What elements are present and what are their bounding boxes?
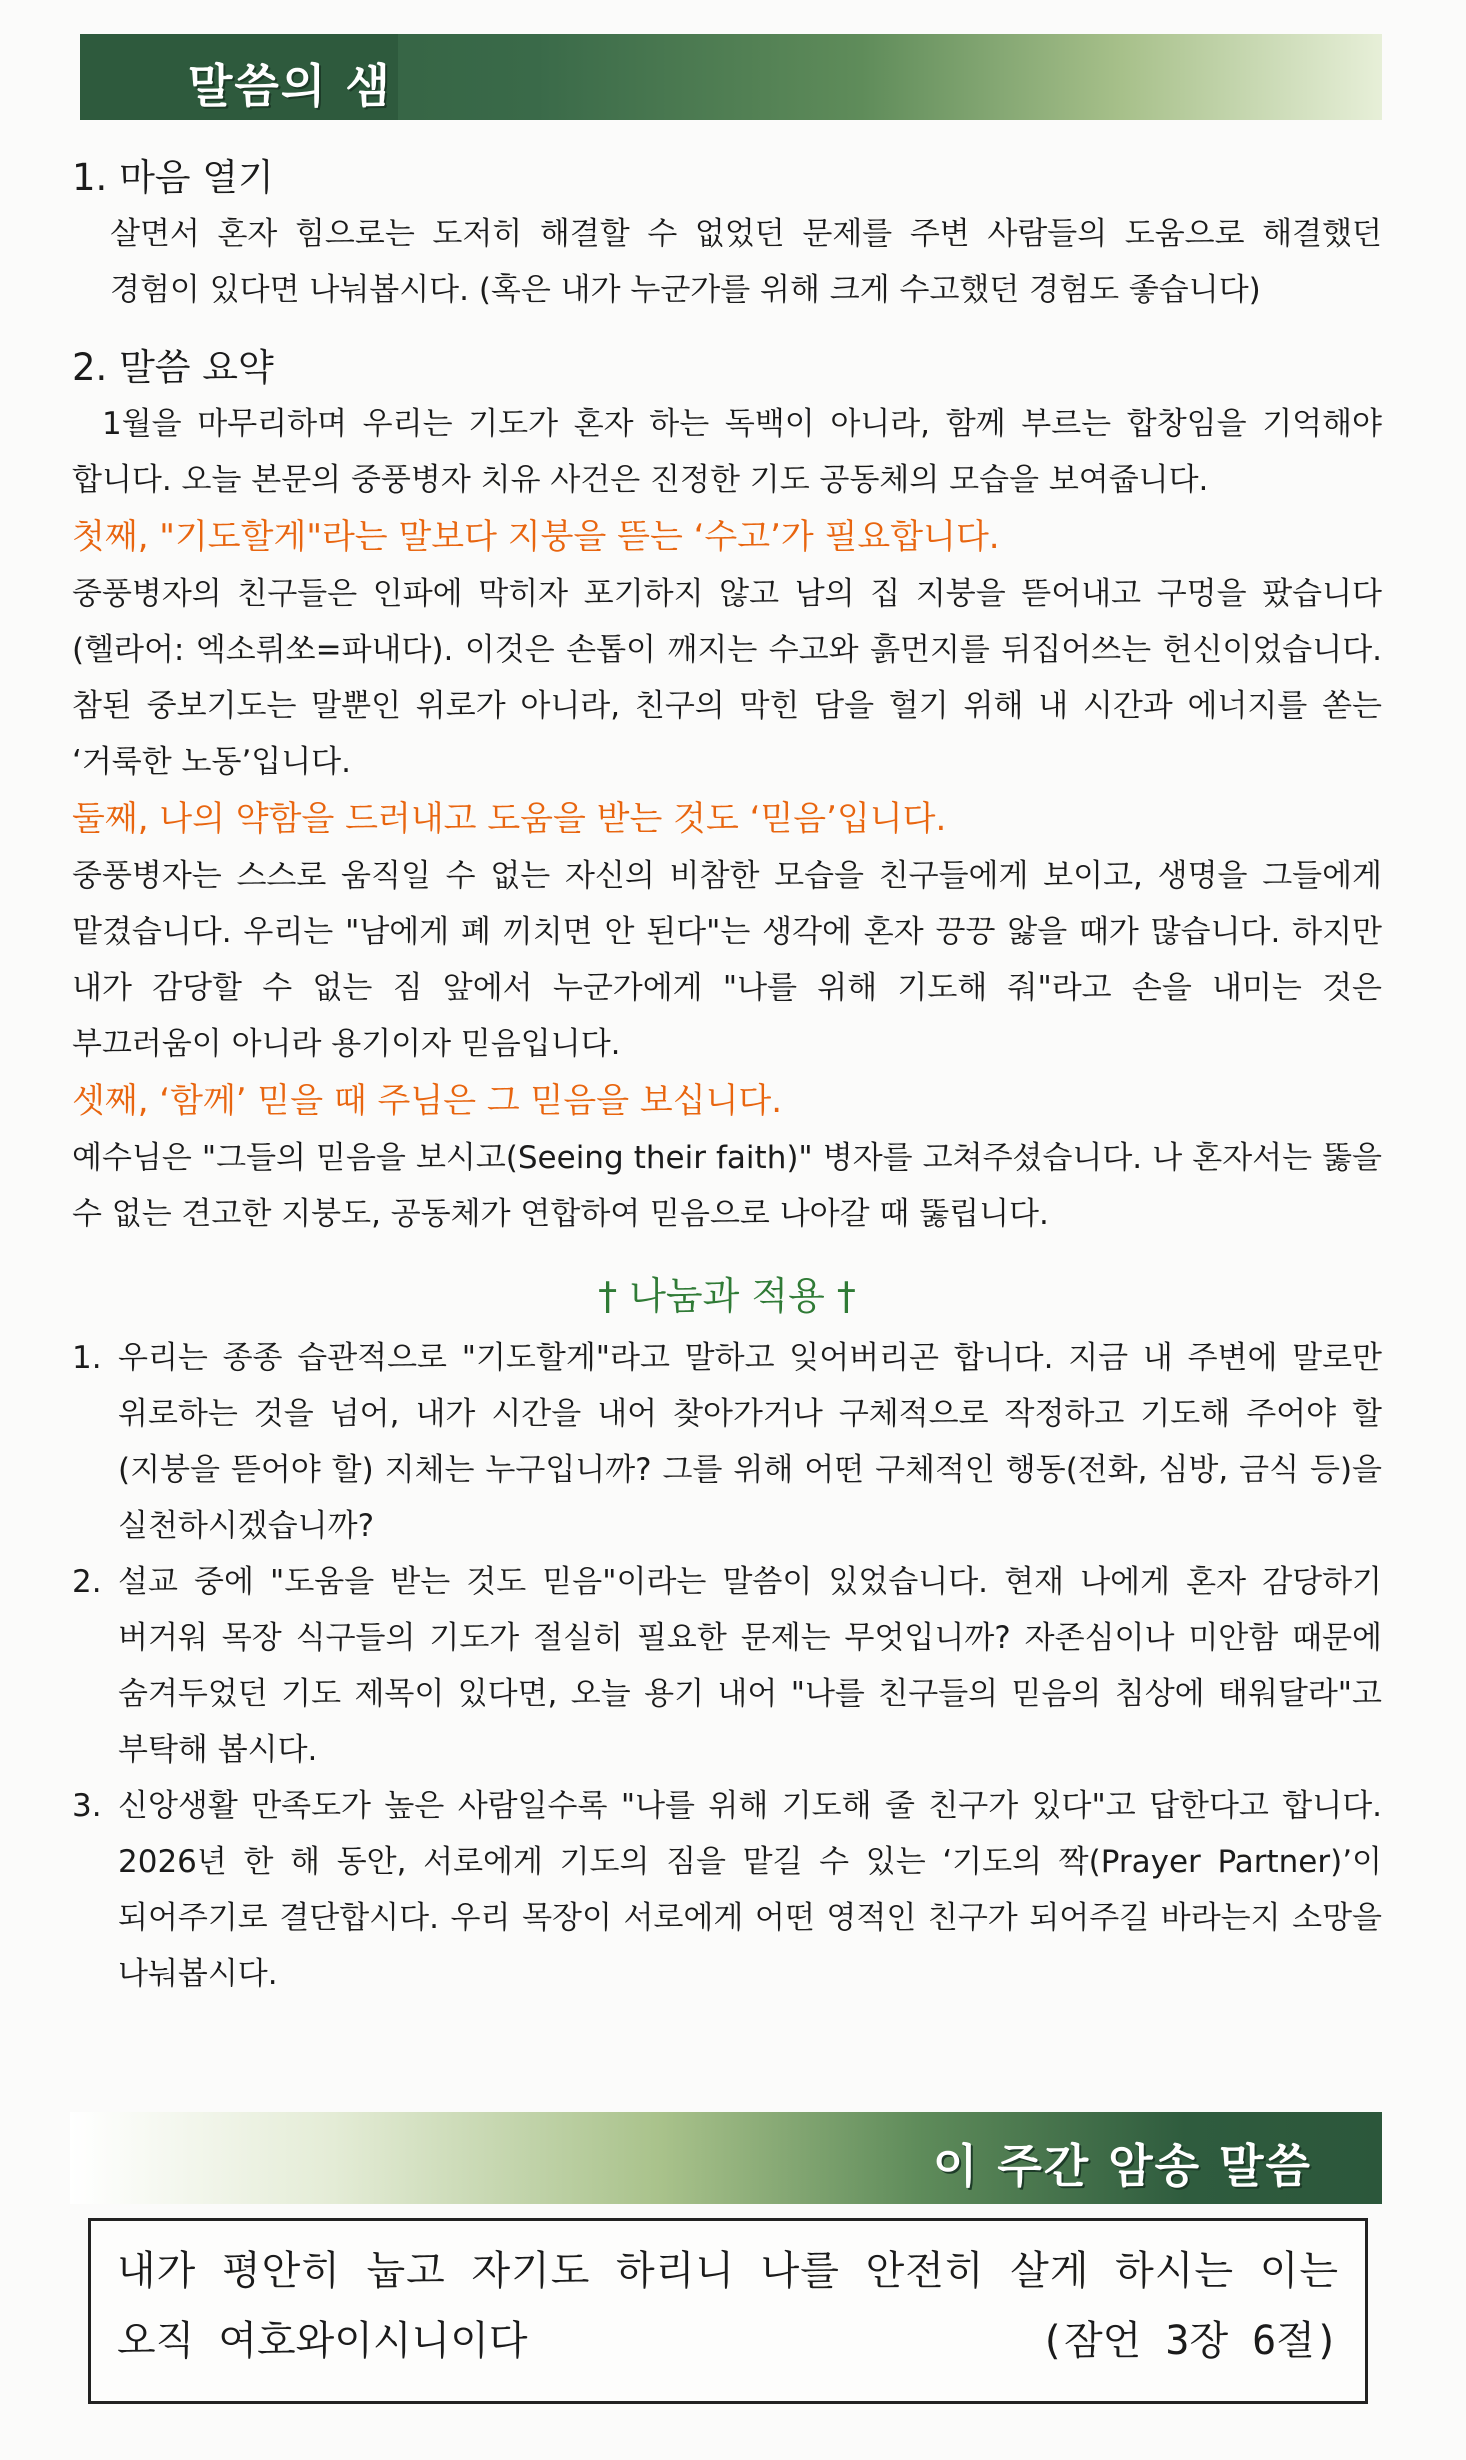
- point2-title: 둘째, 나의 약함을 드러내고 도움을 받는 것도 ‘믿음’입니다.: [72, 799, 947, 839]
- sharing-item-text: 신앙생활 만족도가 높은 사람일수록 "나를 위해 기도해 줄 친구가 있다"고 답한다고 합니다. 2026년 한 해 동안, 서로에게 기도의 짐을 맡길 수 있는 ‘기도의 짝(Prayer Partner)’이 되어주기로 결단합시다. 우리 목장이 서로에게 어떤 영적인 친구가 되어주길 바라는지 소망을 나눠봅시다.: [118, 1788, 1382, 1992]
- sharing-title: † 나눔과 적용 †: [598, 1274, 856, 1318]
- sharing-item-number: 3.: [72, 1788, 102, 1824]
- memory-verse-line2: 오직 여호와이시니이다: [117, 2318, 528, 2364]
- point2-text: 중풍병자는 스스로 움직일 수 없는 자신의 비참한 모습을 친구들에게 보이고, 생명을 그들에게 맡겼습니다. 우리는 "남에게 폐 끼치면 안 된다"는 생각에 혼자 끙끙 앓을 때가 많습니다. 하지만 내가 감당할 수 없는 짐 앞에서 누군가에게 "나를 위해 기도해 줘"라고 손을 내미는 것은 부끄러움이 아니라 용기이자 믿음입니다.: [72, 858, 1382, 1062]
- sharing-item: [72, 1330, 1382, 1554]
- header-banner: [80, 34, 1382, 120]
- header-title: 말씀의 샘: [188, 59, 392, 113]
- memory-verse-line1: 내가 평안히 눕고 자기도 하리니 나를 안전히 살게 하시는 이는: [117, 2248, 1339, 2294]
- section-heading-summary: 2. 말씀 요약: [72, 346, 274, 389]
- point3-text: 예수님은 "그들의 믿음을 보시고(Seeing their faith)" 병자를 고쳐주셨습니다. 나 혼자서는 뚫을 수 없는 견고한 지붕도, 공동체가 연합하여 믿음으로 나아갈 때 뚫립니다.: [72, 1140, 1382, 1232]
- sharing-item-text: 우리는 종종 습관적으로 "기도할게"라고 말하고 잊어버리곤 합니다. 지금 내 주변에 말로만 위로하는 것을 넘어, 내가 시간을 내어 찾아가거나 구체적으로 작정하고 기도해 주어야 할(지붕을 뜯어야 할) 지체는 누구입니까? 그를 위해 어떤 구체적인 행동(전화, 심방, 금식 등)을 실천하시겠습니까?: [118, 1340, 1382, 1544]
- memory-verse-banner: [70, 2112, 1382, 2204]
- sharing-list: [72, 1330, 1382, 2002]
- sharing-item-text: 설교 중에 "도움을 받는 것도 믿음"이라는 말씀이 있었습니다. 현재 나에게 혼자 감당하기 버거워 목장 식구들의 기도가 절실히 필요한 문제는 무엇입니까? 자존심이나 미안함 때문에 숨겨두었던 기도 제목이 있다면, 오늘 용기 내어 "나를 친구들의 믿음의 침상에 태워달라"고 부탁해 봅시다.: [118, 1564, 1382, 1768]
- point1-text: 중풍병자의 친구들은 인파에 막히자 포기하지 않고 남의 집 지붕을 뜯어내고 구멍을 팠습니다(헬라어: 엑소뤼쏘=파내다). 이것은 손톱이 깨지는 수고와 흙먼지를 뒤집어쓰는 헌신이었습니다. 참된 중보기도는 말뿐인 위로가 아니라, 친구의 막힌 담을 헐기 위해 내 시간과 에너지를 쏟는 ‘거룩한 노동’입니다.: [72, 576, 1382, 780]
- open-heart-text: 살면서 혼자 힘으로는 도저히 해결할 수 없었던 문제를 주변 사람들의 도움으로 해결했던 경험이 있다면 나눠봅시다. (혹은 내가 누군가를 위해 크게 수고했던 경험도 좋습니다): [110, 216, 1382, 308]
- sharing-item: [72, 1554, 1382, 1778]
- sharing-item: [72, 1778, 1382, 2002]
- memory-verse-line2-row: [117, 2311, 1339, 2373]
- sharing-item-number: 2.: [72, 1564, 102, 1600]
- memory-verse-title: 이 주간 암송 말씀: [932, 2139, 1312, 2193]
- summary-intro: 1월을 마무리하며 우리는 기도가 혼자 하는 독백이 아니라, 함께 부르는 합창임을 기억해야 합니다. 오늘 본문의 중풍병자 치유 사건은 진정한 기도 공동체의 모습을 보여줍니다.: [72, 406, 1382, 498]
- main-content: [72, 150, 1382, 2002]
- memory-verse-box: [88, 2218, 1368, 2404]
- memory-verse-reference: (잠언 3장 6절): [1039, 2318, 1339, 2364]
- section-heading-open-heart: 1. 마음 열기: [72, 156, 274, 199]
- point1-title: 첫째, "기도할게"라는 말보다 지붕을 뜯는 ‘수고’가 필요합니다.: [72, 517, 1000, 557]
- sharing-item-number: 1.: [72, 1340, 102, 1376]
- point3-title: 셋째, ‘함께’ 믿을 때 주님은 그 믿음을 보십니다.: [72, 1081, 783, 1121]
